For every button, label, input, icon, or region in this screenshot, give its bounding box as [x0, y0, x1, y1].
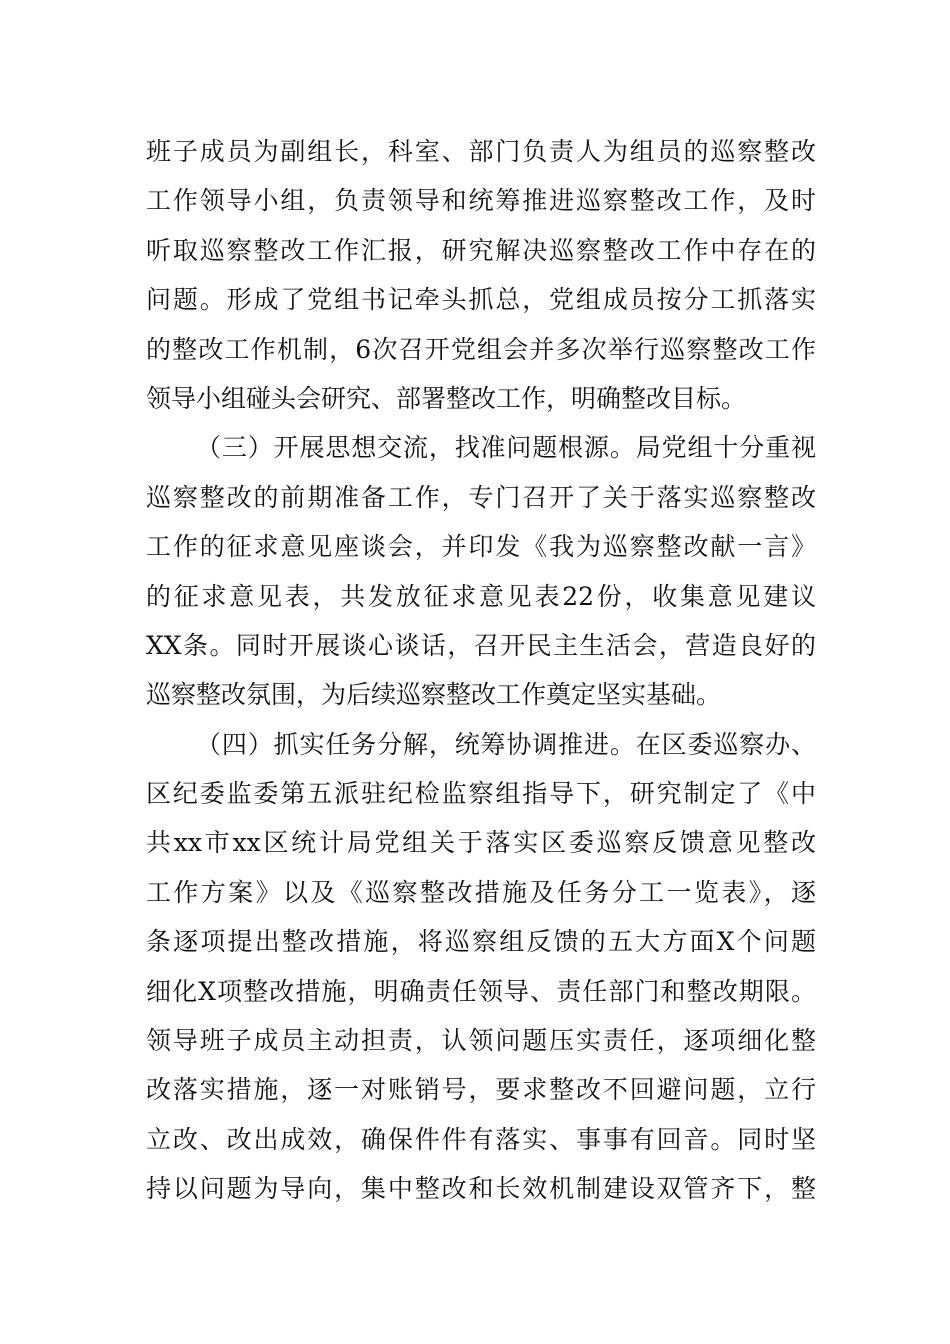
text-line: 工作领导小组，负责领导和统筹推进巡察整改工作，及时	[146, 186, 816, 216]
text-line: 立改、改出成效，确保件件有落实、事事有回音。同时坚	[146, 1124, 816, 1154]
text-line: 条逐项提出整改措施，将巡察组反馈的五大方面X个问题	[146, 927, 816, 957]
text-line: 问题。形成了党组书记牵头抓总，党组成员按分工抓落实	[146, 285, 816, 315]
text-line: 领导小组碰头会研究、部署整改工作，明确整改目标。	[146, 383, 747, 413]
section-4-heading-line: （四）抓实任务分解，统筹协调推进。在区委巡察办、	[196, 729, 816, 759]
text-line: 细化X项整改措施，明确责任领导、责任部门和整改期限。	[146, 976, 816, 1006]
text-line: XX条。同时开展谈心谈话，召开民主生活会，营造良好的	[146, 630, 816, 660]
text-line: 的征求意见表，共发放征求意见表22份，收集意见建议	[146, 581, 816, 611]
text-line: 班子成员为副组长，科室、部门负责人为组员的巡察整改	[146, 137, 816, 166]
text-line: 巡察整改氛围，为后续巡察整改工作奠定坚实基础。	[146, 680, 722, 710]
text-line: 工作方案》以及《巡察整改措施及任务分工一览表》，逐	[146, 877, 816, 907]
text-line: 巡察整改的前期准备工作，专门召开了关于落实巡察整改	[146, 482, 816, 512]
text-line: 改落实措施，逐一对账销号，要求整改不回避问题，立行	[146, 1075, 816, 1105]
document-body-text	[146, 127, 816, 1214]
text-line: 持以问题为导向，集中整改和长效机制建设双管齐下，整	[146, 1174, 816, 1204]
text-line: 工作的征求意见座谈会，并印发《我为巡察整改献一言》	[146, 532, 816, 562]
text-line: 听取巡察整改工作汇报，研究解决巡察整改工作中存在的	[146, 235, 816, 265]
text-line: 的整改工作机制，6次召开党组会并多次举行巡察整改工作	[146, 334, 816, 364]
text-line: 领导班子成员主动担责，认领问题压实责任，逐项细化整	[146, 1026, 816, 1056]
text-line: 区纪委监委第五派驻纪检监察组指导下，研究制定了《中	[146, 779, 816, 809]
section-3-heading-line: （三）开展思想交流，找准问题根源。局党组十分重视	[196, 433, 816, 463]
text-line: 共xx市xx区统计局党组关于落实区委巡察反馈意见整改	[146, 828, 816, 858]
